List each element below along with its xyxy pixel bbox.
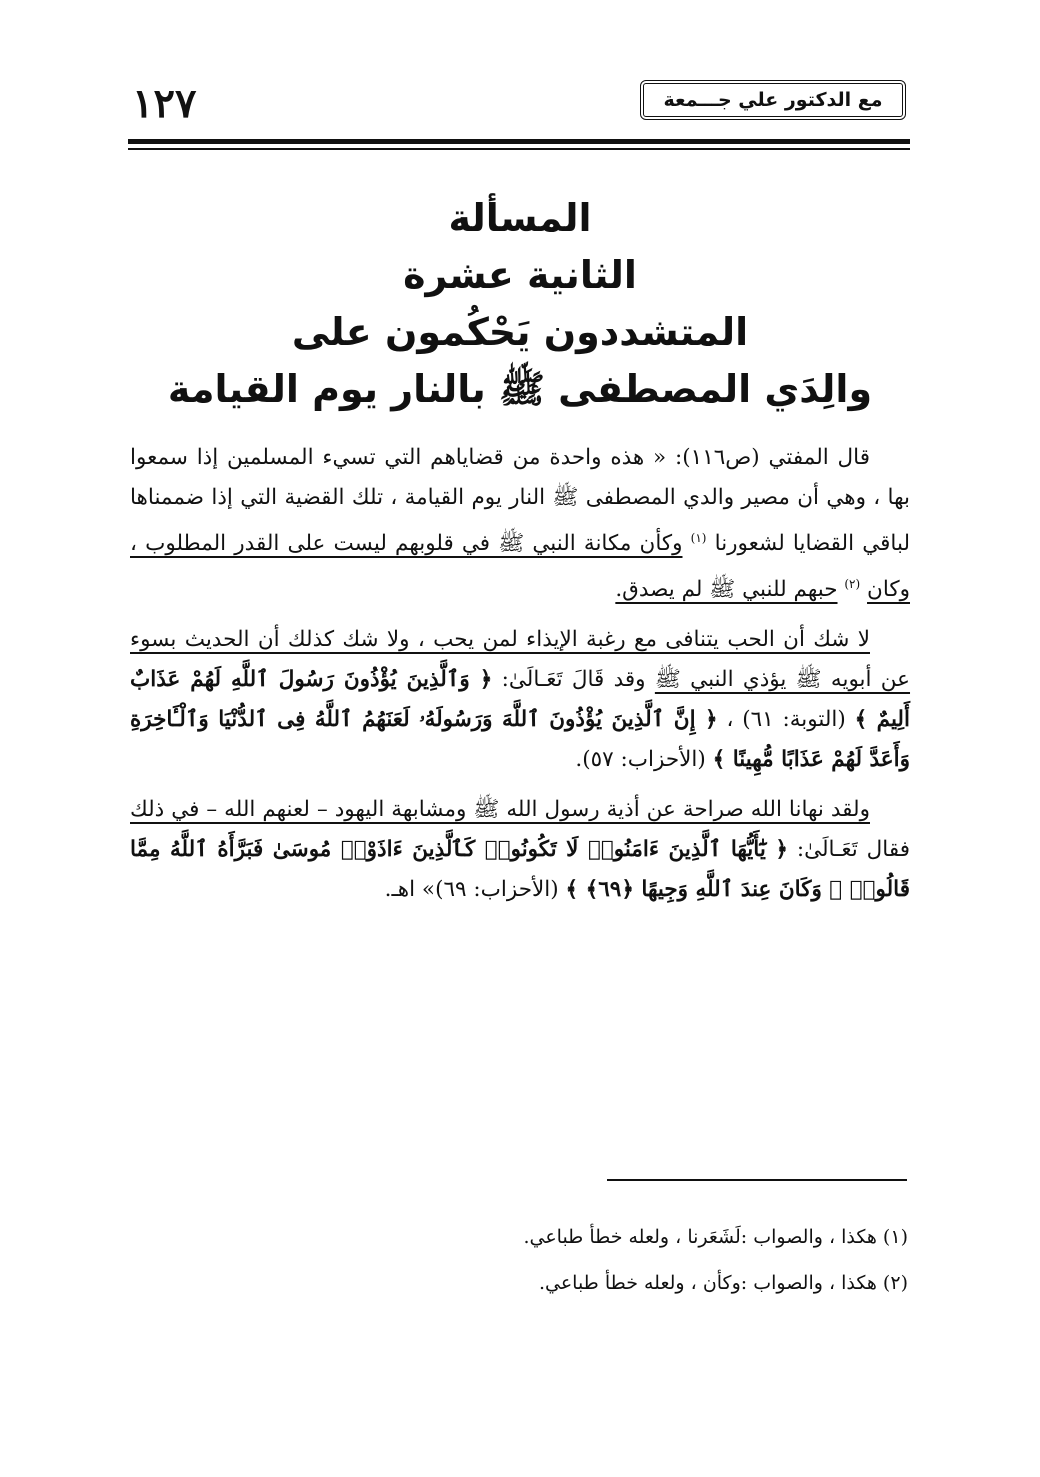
running-head-text: مع الدكتور علي جـــمعة (663, 89, 883, 111)
page-number: ١٢٧ (132, 80, 197, 127)
p3-citation: (الأحزاب: ٦٩)» اهـ. (384, 877, 559, 903)
title-line-4: والِدَي المصطفى ﷺ بالنار يوم القيامة (167, 367, 873, 411)
footnote-separator (607, 1179, 907, 1181)
paragraph-3 (130, 790, 910, 910)
title-line-3: المتشددون يَحْكُمون على (291, 310, 749, 354)
p3-text-b: فقال تَعَـالَىٰ: (796, 837, 910, 863)
title-line-2: الثانية عشرة (403, 253, 637, 297)
chapter-title (130, 190, 910, 418)
body-text (130, 438, 910, 920)
p1-text-c: حبهم للنبي ﷺ لم يصدق. (615, 577, 838, 603)
p1-text-a: قال المفتي (ص١١٦): « هذه واحدة من قضاياهم التي تسيء المسلمين إذا سمعوا بها ، وهي أن مصير والدي المصطفى ﷺ النار يوم القيامة ، تلك القضية التي إذا ضممناها لباقي القضايا لشعورنا (130, 445, 910, 557)
header-rule-thin (128, 148, 910, 150)
quran-verse-1: ﴿ وَٱلَّذِينَ يُؤْذُونَ رَسُولَ ٱللَّهِ لَهُمْ عَذَابٌ أَلِيمٌ ﴾ (130, 667, 910, 733)
footnote-2: (٢) هكذا ، والصواب :وكأن ، ولعله خطأ طباعي. (538, 1272, 908, 1294)
paragraph-2 (130, 620, 910, 780)
p2-text-b: وقد قَالَ تَعَـالَىٰ: (501, 667, 646, 693)
p1-text-b: وكأن مكانة النبي ﷺ في قلوبهم ليست على القدر المطلوب ، وكان (130, 531, 910, 603)
header-rule-thick (128, 139, 910, 144)
footnote-ref-2: (٢) (844, 577, 861, 592)
p2-citation-2: (الأحزاب: ٥٧). (575, 747, 706, 773)
quran-verse-3: ﴿ يَٰٓأَيُّهَا ٱلَّذِينَ ءَامَنُوا۟ لَا تَكُونُوا۟ كَٱلَّذِينَ ءَاذَوْا۟ مُوسَىٰ فَبَرَّأَهُ ٱللَّهُ مِمَّا قَالُوا۟ ۚ وَكَانَ عِندَ ٱللَّهِ وَجِيهًا ﴿٦٩﴾ ﴾ (130, 837, 910, 903)
p2-citation-1: (التوبة: ٦١) ، (726, 707, 846, 733)
footnote-1: (١) هكذا ، والصواب :لَشَعَرنا ، ولعله خطأ طباعي. (523, 1226, 908, 1248)
running-head-box (640, 80, 906, 120)
quran-verse-2: ﴿ إِنَّ ٱلَّذِينَ يُؤْذُونَ ٱللَّهَ وَرَسُولَهُۥ لَعَنَهُمُ ٱللَّهُ فِى ٱلدُّنْيَا وَٱلْـَٔاخِرَةِ وَأَعَدَّ لَهُمْ عَذَابًا مُّهِينًا ﴾ (130, 707, 910, 773)
p2-text-a: لا شك أن الحب يتنافى مع رغبة الإيذاء لمن يحب ، ولا شك كذلك أن الحديث بسوء عن أبويه ﷺ يؤذي النبي ﷺ (130, 627, 911, 693)
footnotes (400, 1214, 908, 1306)
title-line-1: المسألة (448, 196, 592, 240)
p3-text-a: ولقد نهانا الله صراحة عن أذية رسول الله ﷺ ومشابهة اليهود – لعنهم الله – في ذلك (130, 797, 870, 823)
footnote-ref-1: (١) (690, 531, 707, 545)
paragraph-1 (130, 438, 910, 610)
